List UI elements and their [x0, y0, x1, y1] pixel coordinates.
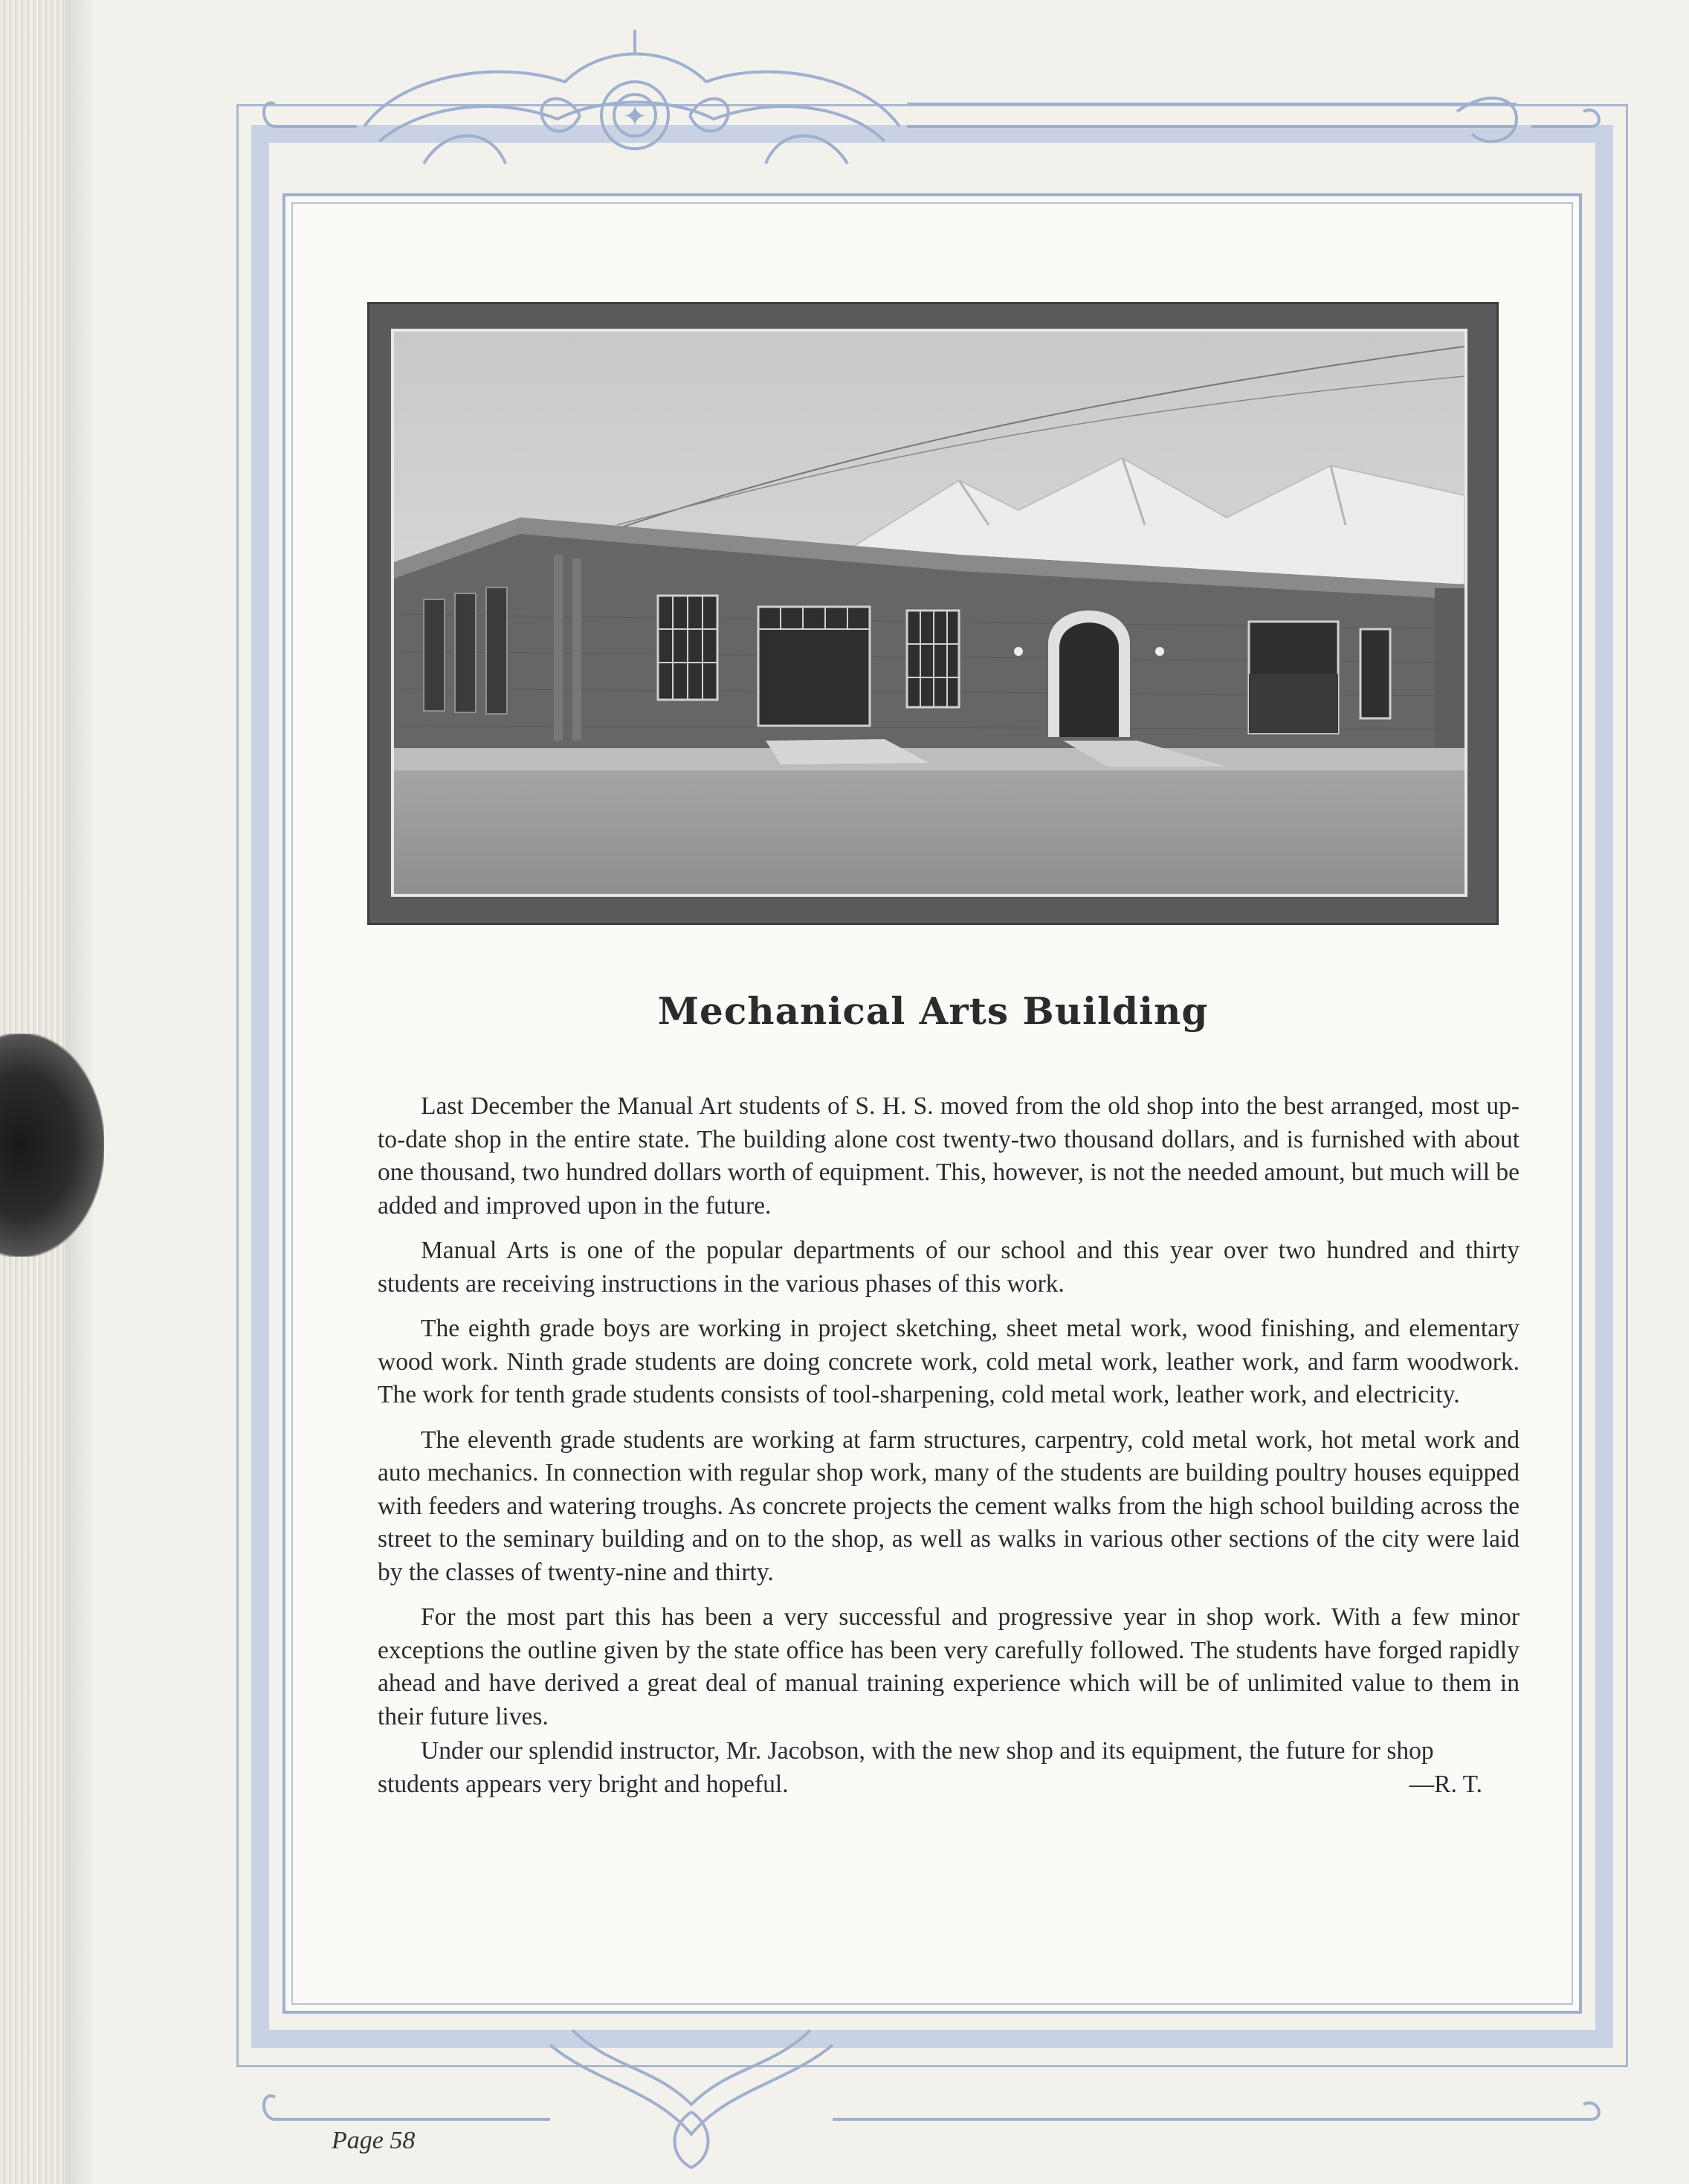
paragraph-4: The eleventh grade students are working at farm structures, carpentry, cold metal work, hot metal work and auto mechanics. In connection with regular shop work, many of the students are building poultry houses equipped with feeders and watering troughs. As concrete projects the cement walks from the high school building across the street to the seminary building and on to the shop, as well as walks in various other sections of the city were laid by the classes of twenty-nine and thirty. — [378, 1426, 1520, 1586]
paragraph-2: Manual Arts is one of the popular departments of our school and this year over two hundred and thirty students are receiving instructions in the various phases of this work. — [378, 1237, 1520, 1298]
ornament-star-icon: ✦ — [622, 100, 647, 134]
article-title: Mechanical Arts Building — [657, 989, 1209, 1033]
top-scroll-ornament — [253, 15, 1635, 201]
closing-text: Under our splendid instructor, Mr. Jacobson, with the new shop and its equipment, the future for shop students appears very bright and hopeful. — [378, 1737, 1434, 1798]
paragraph-5: For the most part this has been a very successful and progressive year in shop work. With a few minor exceptions the outline given by the state office has been very carefully followed. The students have forged rapidly ahead and have derived a great deal of manual training experience which will be of unlimited value to them in their future lives. — [378, 1603, 1520, 1730]
signature: —R. T. — [1409, 1770, 1482, 1798]
page-number: Page 58 — [332, 2127, 416, 2154]
binding-clip — [0, 1034, 104, 1257]
closing-paragraph — [378, 1735, 1520, 1801]
bottom-scroll-ornament — [253, 2000, 1635, 2179]
building-photo — [391, 329, 1467, 897]
paragraph-3: The eighth grade boys are working in project sketching, sheet metal work, wood finishing, and elementary wood work. Ninth grade students are doing concrete work, cold metal work, leather work, and farm woodwork. The work for tenth grade students consists of tool-sharpening, cold metal work, leather work, and electricity. — [378, 1315, 1520, 1408]
article-body — [378, 1090, 1520, 1813]
paragraph-1: Last December the Manual Art students of S. H. S. moved from the old shop into the best arranged, most up-to-date shop in the entire state. The building alone cost twenty-two thousand dollars, and is furnished with about one thousand, two hundred dollars worth of equipment. This, however, is not the needed amount, but much will be added and improved upon in the future. — [378, 1092, 1520, 1220]
